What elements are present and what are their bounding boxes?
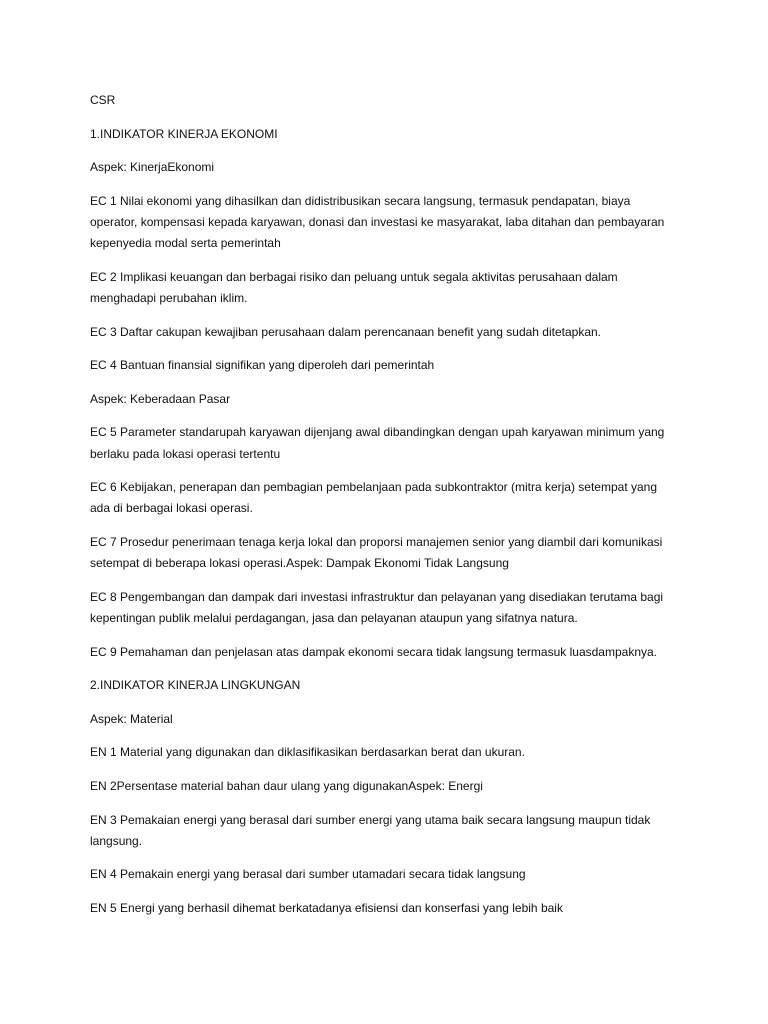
section-heading-lingkungan: 2.INDIKATOR KINERJA LINGKUNGAN xyxy=(90,678,301,693)
indicator-en5: EN 5 Energi yang berhasil dihemat berkatadanya efisiensi dan konserfasi yang lebih baik xyxy=(90,900,563,915)
indicator-en4: EN 4 Pemakain energi yang berasal dari sumber utamadari secara tidak langsung xyxy=(90,867,526,882)
indicator-ec9: EC 9 Pemahaman dan penjelasan atas dampak ekonomi secara tidak langsung termasuk luasdampaknya. xyxy=(90,644,657,659)
doc-title: CSR xyxy=(90,93,116,107)
indicator-ec6: EC 6 Kebijakan, penerapan dan pembagian pembelanjaan pada subkontraktor (mitra kerja) setempat yang ada di berbagai lokasi operasi. xyxy=(90,480,658,516)
aspect-label: Aspek: KinerjaEkonomi xyxy=(90,160,215,175)
indicator-ec3: EC 3 Daftar cakupan kewajiban perusahaan dalam perencanaan benefit yang sudah ditetapkan. xyxy=(90,324,602,339)
indicator-en1: EN 1 Material yang digunakan dan diklasifikasikan berdasarkan berat dan ukuran. xyxy=(90,745,525,760)
indicator-ec4: EC 4 Bantuan finansial signifikan yang diperoleh dari pemerintah xyxy=(90,358,435,373)
indicator-ec2: EC 2 Implikasi keuangan dan berbagai risiko dan peluang untuk segala aktivitas perusahaan dalam menghadapi perubahan iklim. xyxy=(90,269,618,305)
indicator-en3: EN 3 Pemakaian energi yang berasal dari sumber energi yang utama baik secara langsung maupun tidak langsung. xyxy=(90,812,651,848)
indicator-ec7: EC 7 Prosedur penerimaan tenaga kerja lokal dan proporsi manajemen senior yang diambil dari komunikasi setempat di beberapa lokasi operasi.Aspek: Dampak Ekonomi Tidak Langsung xyxy=(90,534,663,571)
aspect-label: Aspek: Keberadaan Pasar xyxy=(90,391,231,406)
indicator-ec1: EC 1 Nilai ekonomi yang dihasilkan dan didistribusikan secara langsung, termasuk pendapatan, biaya operator, kompensasi kepada karyawan, donasi dan investasi ke masyarakat, laba ditahan dan pembayaran kepenyedia modal serta pemerintah xyxy=(90,193,665,251)
section-heading-ekonomi: 1.INDIKATOR KINERJA EKONOMI xyxy=(90,126,278,141)
indicator-ec8: EC 8 Pengembangan dan dampak dari investasi infrastruktur dan pelayanan yang disediakan terutama bagi kepentingan publik melalui perdagangan, jasa dan pelayanan ataupun yang sifatnya natura. xyxy=(90,589,664,625)
indicator-en2: EN 2Persentase material bahan daur ulang yang digunakanAspek: Energi xyxy=(90,778,483,793)
indicator-ec5: EC 5 Parameter standarupah karyawan dijenjang awal dibandingkan dengan upah karyawan minimum yang berlaku pada lokasi operasi tertentu xyxy=(90,425,665,461)
aspect-label: Aspek: Material xyxy=(90,711,173,726)
